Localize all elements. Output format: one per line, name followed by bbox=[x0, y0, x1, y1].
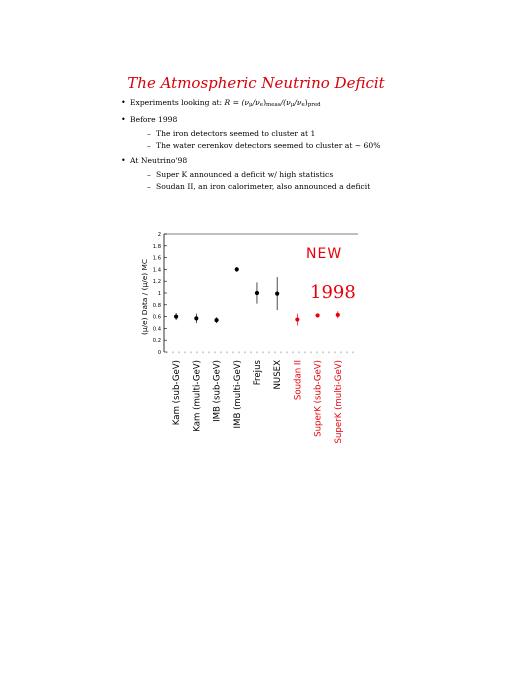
y-tick-label: 0.4 bbox=[152, 326, 161, 333]
bullet-text: Experiments looking at: bbox=[130, 98, 223, 107]
y-axis-label: (μ/e) Data / (μ/e) MC bbox=[140, 258, 149, 336]
data-point bbox=[315, 313, 319, 317]
x-tick-label: Kam (sub-GeV) bbox=[172, 360, 183, 426]
data-point bbox=[295, 317, 299, 321]
bullet-list bbox=[120, 98, 480, 197]
y-tick-label: 0.2 bbox=[152, 338, 161, 345]
ratio-formula: R = (νμ/νe)meas/(νμ/νe)pred bbox=[224, 98, 321, 108]
y-tick-label: 1.8 bbox=[152, 243, 161, 250]
data-point bbox=[194, 316, 198, 320]
y-tick-label: 1.6 bbox=[152, 255, 161, 262]
y-tick-label: 1.4 bbox=[152, 267, 161, 274]
x-tick-label: Frejus bbox=[252, 360, 263, 386]
ratio-chart bbox=[140, 226, 370, 486]
y-tick-label: 0.8 bbox=[152, 302, 161, 309]
sub-bullet-soudan: – Soudan II, an iron calorimeter, also announced a deficit bbox=[130, 182, 480, 192]
x-tick-label: NUSEX bbox=[273, 360, 284, 390]
new-annotation: NEW bbox=[306, 246, 343, 262]
y-tick-label: 0 bbox=[157, 350, 161, 356]
data-point bbox=[275, 291, 279, 295]
y-tick-label: 1 bbox=[157, 291, 161, 297]
x-tick-label: Soudan II bbox=[293, 360, 304, 401]
x-tick-label: SuperK (multi-GeV) bbox=[333, 360, 344, 444]
y-tick-label: 2 bbox=[157, 232, 161, 238]
data-point bbox=[235, 267, 239, 271]
x-tick-label: IMB (sub-GeV) bbox=[212, 360, 223, 422]
x-tick-label: SuperK (sub-GeV) bbox=[313, 360, 324, 437]
sub-bullet-superk: – Super K announced a deficit w/ high statistics bbox=[130, 170, 480, 180]
data-point bbox=[174, 315, 178, 319]
data-point bbox=[255, 291, 259, 295]
bullet-neutrino98: • At Neutrino'98 – Super K announced a deficit w/ high statistics – Soudan II, an iron calorimeter, also announced a deficit bbox=[120, 156, 480, 192]
sub-bullet-water: – The water cerenkov detectors seemed to cluster at ∼ 60% bbox=[130, 141, 480, 151]
bullet-before-1998: • Before 1998 – The iron detectors seemed to cluster at 1 – The water cerenkov detectors seemed to cluster at ∼ 60% bbox=[120, 115, 480, 151]
year-annotation: 1998 bbox=[310, 282, 356, 303]
sub-bullet-iron: – The iron detectors seemed to cluster at 1 bbox=[130, 129, 480, 139]
x-tick-label: IMB (multi-GeV) bbox=[232, 360, 243, 429]
slide-title: The Atmospheric Neutrino Deficit bbox=[127, 74, 385, 92]
data-point bbox=[214, 318, 218, 322]
x-tick-label: Kam (multi-GeV) bbox=[192, 360, 203, 432]
data-point bbox=[336, 313, 340, 317]
y-tick-label: 1.2 bbox=[152, 279, 161, 286]
bullet-experiments bbox=[120, 98, 480, 110]
y-tick-label: 0.6 bbox=[152, 314, 161, 321]
